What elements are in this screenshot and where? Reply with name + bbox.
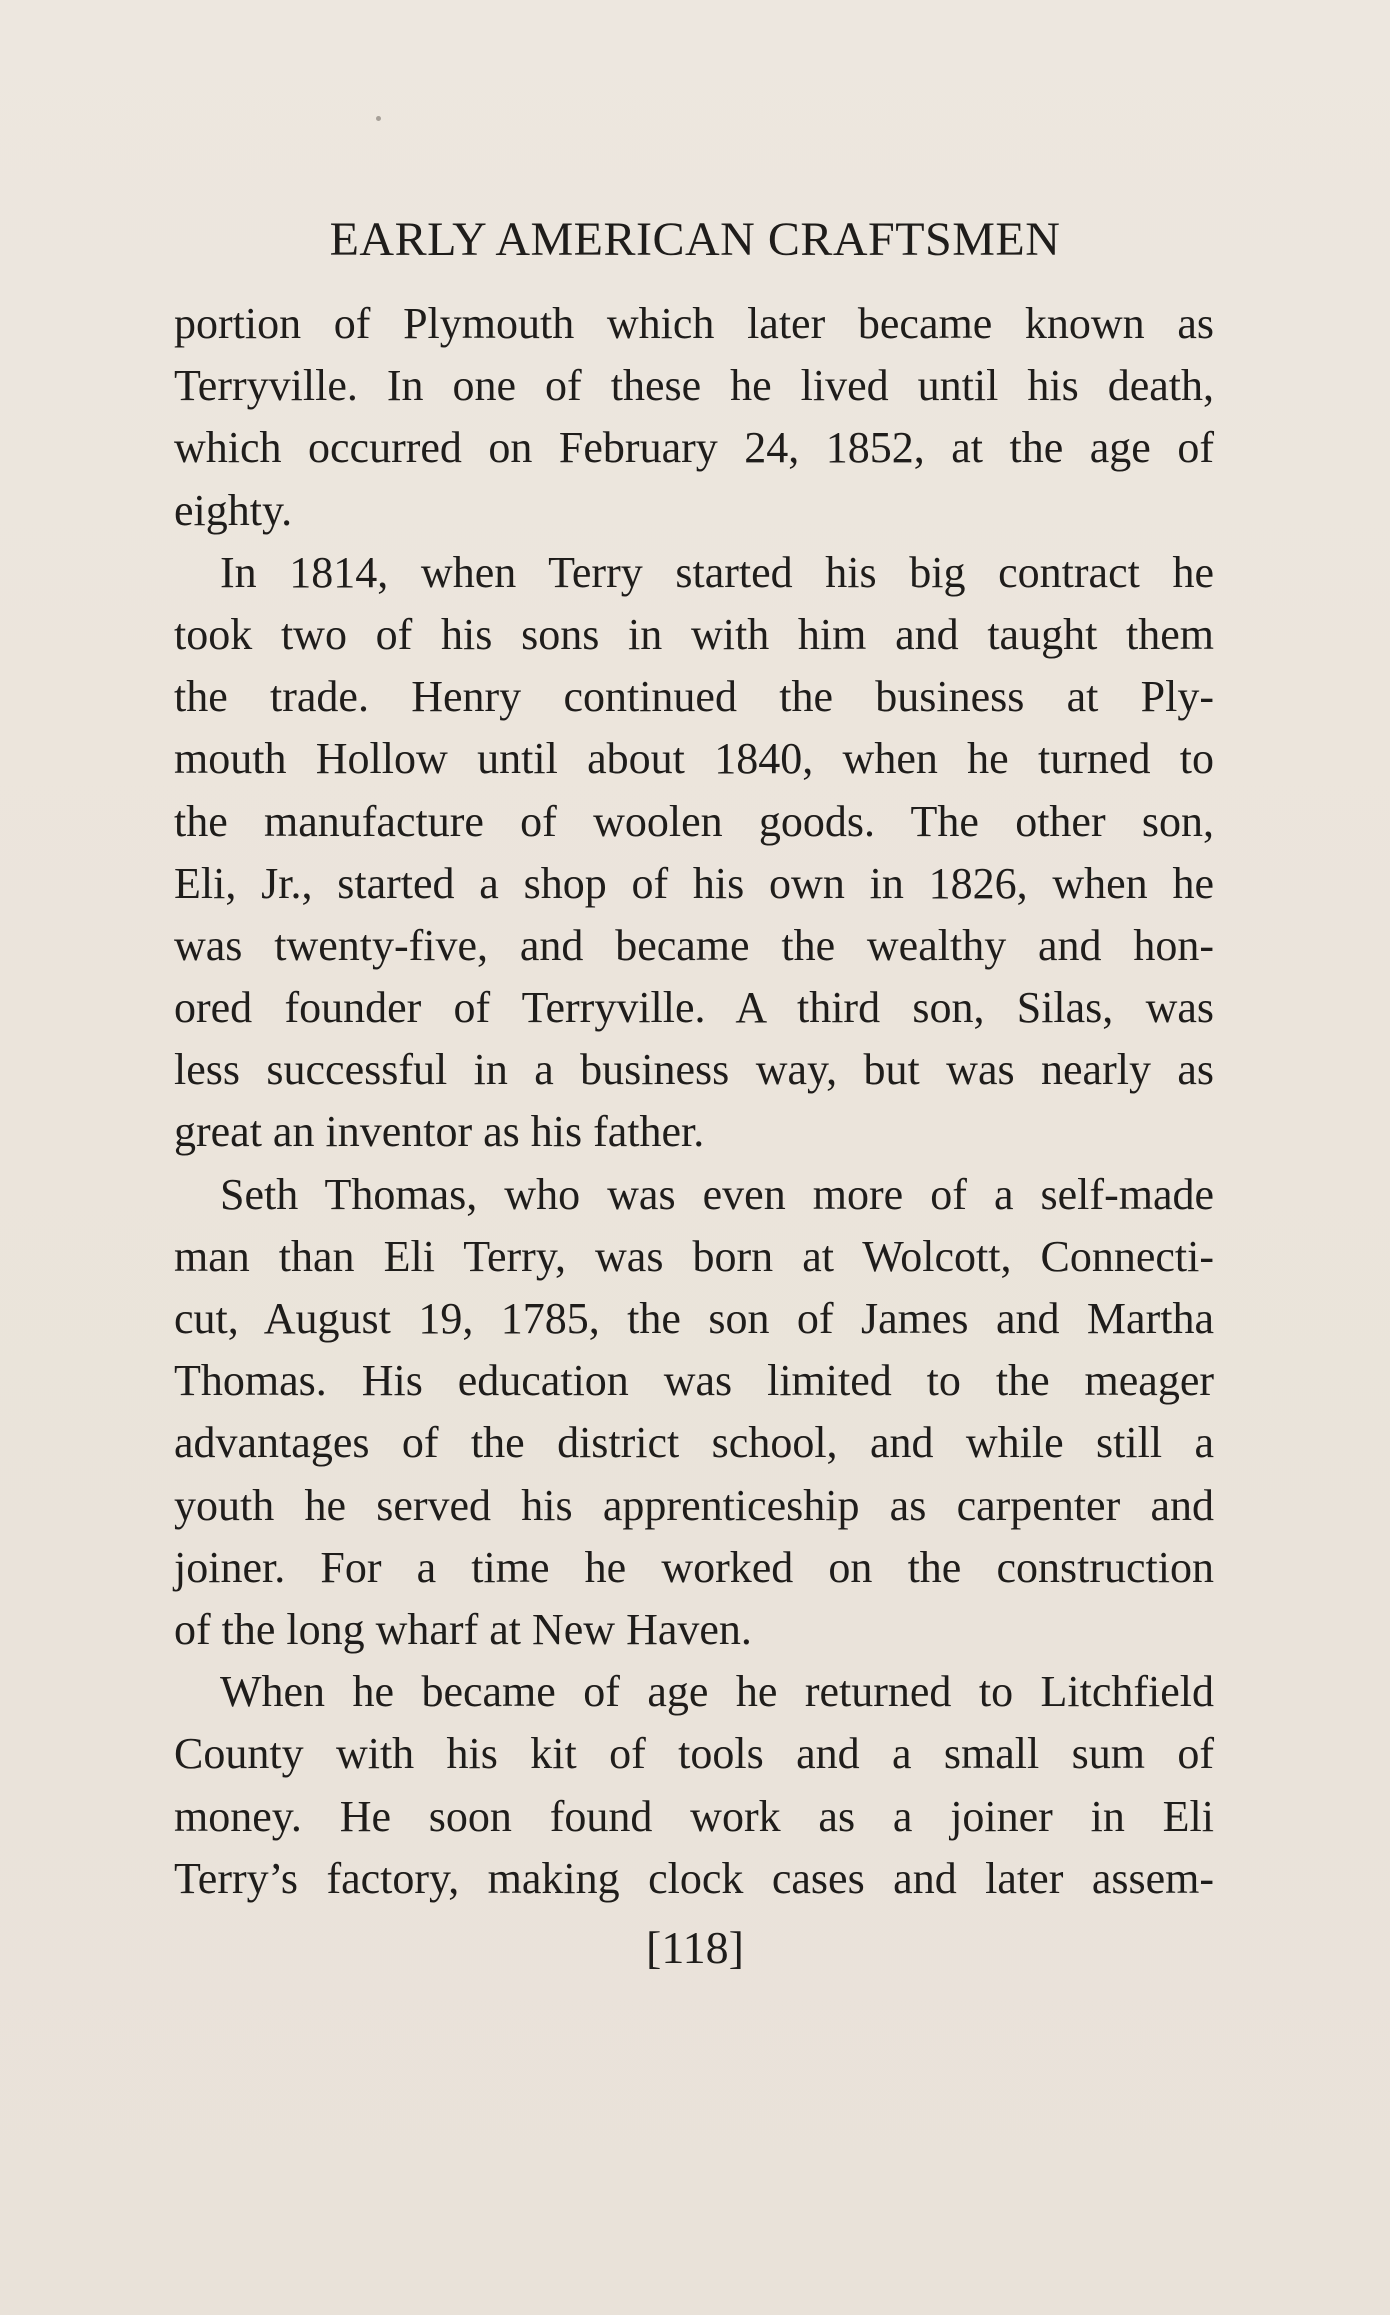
text-line: the manufacture of woolen goods. The other son, xyxy=(174,796,1214,846)
text-line: of the long wharf at New Haven. xyxy=(174,1604,752,1654)
paragraph xyxy=(174,293,1214,542)
text-line: Thomas. His education was limited to the meager xyxy=(174,1356,1214,1406)
text-line: advantages of the district school, and while still a xyxy=(174,1418,1214,1468)
text-line: youth he served his apprenticeship as carpenter and xyxy=(174,1480,1214,1530)
text-line: County with his kit of tools and a small sum of xyxy=(174,1729,1214,1779)
text-line: Terry’s factory, making clock cases and later assem- xyxy=(174,1853,1214,1903)
text-line: was twenty-five, and became the wealthy and hon- xyxy=(174,920,1214,970)
text-line: eighty. xyxy=(174,485,293,535)
text-line: ored founder of Terryville. A third son, Silas, was xyxy=(174,983,1214,1033)
ink-speck xyxy=(376,116,381,121)
text-line: less successful in a business way, but was nearly as xyxy=(174,1045,1214,1095)
text-line: man than Eli Terry, was born at Wolcott, Connecti- xyxy=(174,1231,1214,1281)
text-line: When he became of age he returned to Litchfield xyxy=(220,1667,1214,1717)
paragraph xyxy=(174,1661,1214,1910)
text-line: Seth Thomas, who was even more of a self-made xyxy=(220,1169,1214,1219)
text-line: portion of Plymouth which later became known as xyxy=(174,299,1214,348)
text-line: the trade. Henry continued the business at Ply- xyxy=(174,672,1214,722)
text-line: cut, August 19, 1785, the son of James and Martha xyxy=(174,1294,1214,1343)
text-line: which occurred on February 24, 1852, at the age of xyxy=(174,423,1214,473)
paragraph xyxy=(174,542,1214,1164)
running-head: EARLY AMERICAN CRAFTSMEN xyxy=(329,213,1061,266)
text-line: Terryville. In one of these he lived until his death, xyxy=(174,361,1214,411)
text-line: took two of his sons in with him and taught them xyxy=(174,609,1214,659)
text-line: Eli, Jr., started a shop of his own in 1826, when he xyxy=(174,858,1214,908)
text-line: money. He soon found work as a joiner in Eli xyxy=(174,1791,1214,1841)
page-number: [118] xyxy=(646,1922,744,1973)
paragraph xyxy=(174,1164,1214,1662)
text-line: In 1814, when Terry started his big contract he xyxy=(220,547,1214,597)
text-line: great an inventor as his father. xyxy=(174,1107,705,1157)
body-text xyxy=(174,293,1214,1910)
text-line: mouth Hollow until about 1840, when he turned to xyxy=(174,734,1214,784)
text-line: joiner. For a time he worked on the construction xyxy=(174,1542,1214,1592)
